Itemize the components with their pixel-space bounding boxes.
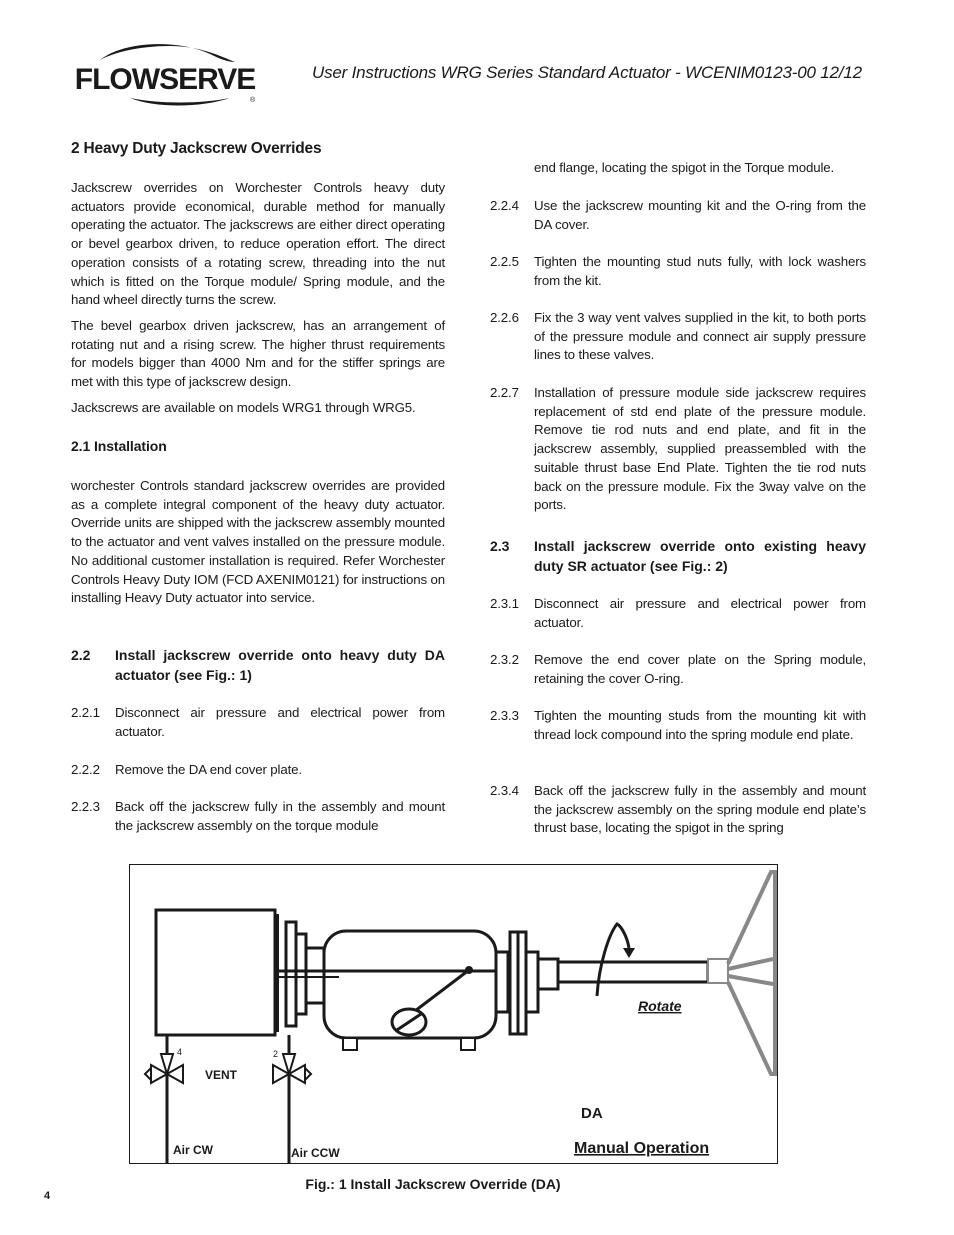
step-number: 2.2.7	[490, 385, 519, 400]
step-number: 2.3.3	[490, 708, 519, 723]
step-text: Tighten the mounting studs from the mounting kit with thread lock compound into the spring module end plate.	[534, 708, 866, 742]
paragraph-bevel: The bevel gearbox driven jackscrew, has an arrangement of rotating nut and a rising screw. The higher thrust requirements for models bigger than 4000 Nm and for the stiffer springs are met with this type of jackscrew design.	[71, 318, 445, 390]
subheading-installation: 2.1 Installation	[71, 438, 167, 454]
heading-2-3	[490, 536, 866, 576]
port-label-2: 2	[273, 1049, 279, 1059]
step-text: Back off the jackscrew fully in the assembly and mount the jackscrew assembly on the torque module	[115, 799, 445, 833]
step-2-2-1	[71, 704, 445, 741]
step-number: 2.3.1	[490, 596, 519, 611]
air-cw-label: Air CW	[173, 1143, 213, 1157]
step-text: Use the jackscrew mounting kit and the O-ring from the DA cover.	[534, 198, 866, 232]
figure-jackscrew-da	[129, 864, 778, 1164]
step-number: 2.3.4	[490, 783, 519, 798]
step-2-2-7	[490, 384, 866, 515]
step-2-3-2	[490, 651, 866, 688]
step-2-2-2	[71, 761, 445, 780]
step-text: Disconnect air pressure and electrical power from actuator.	[115, 705, 445, 739]
heading-number: 2.2	[71, 647, 91, 663]
section-heading: 2 Heavy Duty Jackscrew Overrides	[71, 140, 322, 157]
paragraph-intro: Jackscrew overrides on Worchester Controls heavy duty actuators provide economical, durable method for manually operating the actuator. The jackscrews are either direct operating or bevel gearbox driven, to reduce operation effort. The direct operation consists of a rotating screw, threading into the nut which is fitted on the Torque module/ Spring module, and the hand wheel directly turns the screw.	[71, 180, 445, 308]
logo-text: FLOWSERVE	[74, 63, 256, 96]
manual-operation-label: Manual Operation	[574, 1140, 710, 1157]
heading-text: Install jackscrew override onto existing heavy duty SR actuator (see Fig.: 2)	[534, 538, 866, 574]
rotate-label: Rotate	[638, 998, 682, 1014]
step-text: Disconnect air pressure and electrical power from actuator.	[534, 596, 866, 630]
heading-number: 2.3	[490, 538, 510, 554]
figure-caption: Fig.: 1 Install Jackscrew Override (DA)	[305, 1176, 561, 1192]
port-label-4: 4	[177, 1047, 183, 1057]
step-2-3-1	[490, 595, 866, 632]
step-number: 2.2.4	[490, 198, 519, 213]
step-text: Installation of pressure module side jackscrew requires replacement of std end plate of the pressure module. Remove tie rod nuts and end plate, and fit in the jackscrew assembly, supplied preassembled with the suitable thrust base End Plate. Tighten the tie rod nuts back on the pressure module. Fix the 3way valve on the ports.	[534, 385, 866, 513]
flowserve-logo	[70, 42, 260, 108]
vent-label: VENT	[205, 1068, 238, 1082]
heading-2-2	[71, 645, 445, 685]
document-title: User Instructions WRG Series Standard Actuator - WCENIM0123-00 12/12	[312, 63, 862, 82]
step-text: Fix the 3 way vent valves supplied in the kit, to both ports of the pressure module and connect air supply pressure lines to these valves.	[534, 310, 866, 363]
step-text: Tighten the mounting stud nuts fully, with lock washers from the kit.	[534, 254, 866, 288]
paragraph-installation: worchester Controls standard jackscrew overrides are provided as a complete integral component of the heavy duty actuator. Override units are shipped with the jackscrew assembly mounted to the actuator and vent valves installed on the pressure module. No additional customer installation is required. Refer Worchester Controls Heavy Duty IOM (FCD AXENIM0121) for instructions on installing Heavy Duty actuator into service.	[71, 478, 445, 606]
paragraph-models: Jackscrews are available on models WRG1 through WRG5.	[71, 400, 416, 415]
continuation-text: end flange, locating the spigot in the Torque module.	[534, 160, 835, 175]
da-label: DA	[581, 1105, 603, 1122]
step-number: 2.2.1	[71, 705, 100, 720]
step-number: 2.2.6	[490, 310, 519, 325]
step-text: Remove the end cover plate on the Spring module, retaining the cover O-ring.	[534, 652, 866, 686]
step-number: 2.2.2	[71, 762, 100, 777]
step-2-2-4	[490, 197, 866, 234]
step-2-2-3	[71, 798, 445, 835]
step-text: Back off the jackscrew fully in the assembly and mount the jackscrew assembly on the spring module end plate’s thrust base, locating the spigot in the spring	[534, 783, 866, 836]
heading-text: Install jackscrew override onto heavy duty DA actuator (see Fig.: 1)	[115, 647, 445, 683]
step-2-2-5	[490, 253, 866, 290]
step-number: 2.2.3	[71, 799, 100, 814]
step-2-3-4	[490, 782, 866, 838]
step-number: 2.3.2	[490, 652, 519, 667]
step-text: Remove the DA end cover plate.	[115, 762, 302, 777]
pressure-module	[156, 910, 275, 1035]
step-2-3-3	[490, 707, 866, 744]
step-number: 2.2.5	[490, 254, 519, 269]
step-2-2-6	[490, 309, 866, 365]
air-ccw-label: Air CCW	[291, 1146, 340, 1160]
svg-text:®: ®	[250, 97, 256, 104]
page-number: 4	[44, 1190, 51, 1202]
